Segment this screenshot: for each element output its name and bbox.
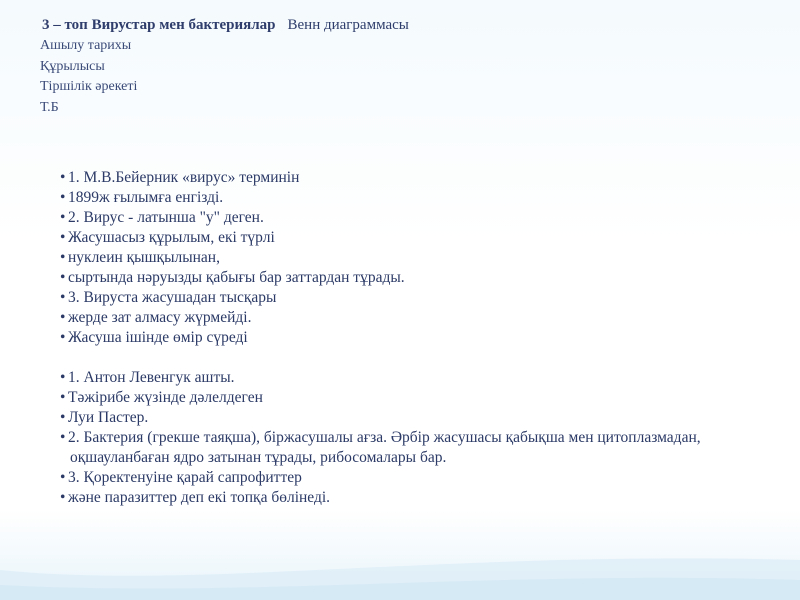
slide-header — [40, 14, 780, 118]
list-spacer — [60, 348, 780, 368]
list-item-text: сыртында нәруызды қабығы бар заттардан тұрады. — [68, 269, 405, 286]
bullet-marker: • — [60, 369, 66, 386]
list-item — [60, 168, 780, 188]
list-item-text: 2. Бактерия (грекше таяқша), біржасушалы ағза. Әрбір жасушасы қабықша мен цитоплазмадан, оқшауланбаған ядро затынан тұрады, рибосомалары бар. — [68, 429, 701, 466]
bullet-marker: • — [60, 389, 66, 406]
topic-item: Құрылысы — [40, 58, 105, 74]
list-item — [60, 408, 780, 428]
topic-item: Тіршілік әрекеті — [40, 79, 138, 94]
topic-item: Т.Б — [40, 99, 59, 115]
list-item-text: Луи Пастер. — [68, 409, 149, 426]
bullet-marker: • — [60, 269, 66, 286]
list-item-text: жерде зат алмасу жүрмейді. — [68, 309, 252, 326]
list-item — [60, 388, 780, 408]
list-item — [60, 308, 780, 328]
list-item-text: Жасушасыз құрылым, екі түрлі — [68, 229, 275, 246]
bullet-marker: • — [60, 309, 66, 326]
virus-list — [60, 168, 780, 348]
title-main: 3 – топ Вирустар мен бактериялар — [42, 17, 276, 33]
topic-item: Ашылу тарихы — [40, 38, 132, 53]
slide-title — [42, 14, 780, 36]
list-item-text: Жасуша ішінде өмір сүреді — [68, 329, 248, 346]
list-item-text: Тәжірибе жүзінде дәлелдеген — [68, 389, 263, 406]
list-item — [60, 488, 780, 508]
list-item — [60, 328, 780, 348]
topic-list — [40, 36, 780, 118]
list-item — [60, 368, 780, 388]
list-item-text: 3. Вируста жасушадан тысқары — [68, 289, 277, 306]
bullet-marker: • — [60, 189, 66, 206]
list-item-text: 1. М.В.Бейерник «вирус» терминін — [68, 169, 300, 186]
list-item — [60, 428, 780, 468]
bullet-marker: • — [60, 329, 66, 346]
slide-background-wave — [0, 530, 800, 600]
bullet-marker: • — [60, 209, 66, 226]
slide-body — [60, 168, 780, 508]
list-item — [60, 468, 780, 488]
title-subtitle: Венн диаграммасы — [287, 17, 409, 33]
list-item — [60, 208, 780, 228]
bullet-marker: • — [60, 229, 66, 246]
bacteria-list — [60, 368, 780, 508]
bullet-marker: • — [60, 409, 66, 426]
bullet-marker: • — [60, 289, 66, 306]
bullet-marker: • — [60, 169, 66, 186]
bullet-marker: • — [60, 469, 66, 486]
list-item-text: және паразиттер деп екі топқа бөлінеді. — [68, 489, 331, 506]
list-item — [60, 248, 780, 268]
list-item-text: 2. Вирус - латынша "у" деген. — [68, 209, 264, 226]
list-item — [60, 288, 780, 308]
list-item-text: 3. Қоректенуіне қарай сапрофиттер — [68, 469, 302, 486]
list-item-text: 1. Антон Левенгук ашты. — [68, 369, 235, 386]
list-item-text: 1899ж ғылымға енгізді. — [68, 189, 224, 206]
bullet-marker: • — [60, 429, 66, 446]
list-item-text: нуклеин қышқылынан, — [68, 249, 220, 266]
list-item — [60, 268, 780, 288]
list-item — [60, 228, 780, 248]
list-item — [60, 188, 780, 208]
bullet-marker: • — [60, 249, 66, 266]
bullet-marker: • — [60, 489, 66, 506]
